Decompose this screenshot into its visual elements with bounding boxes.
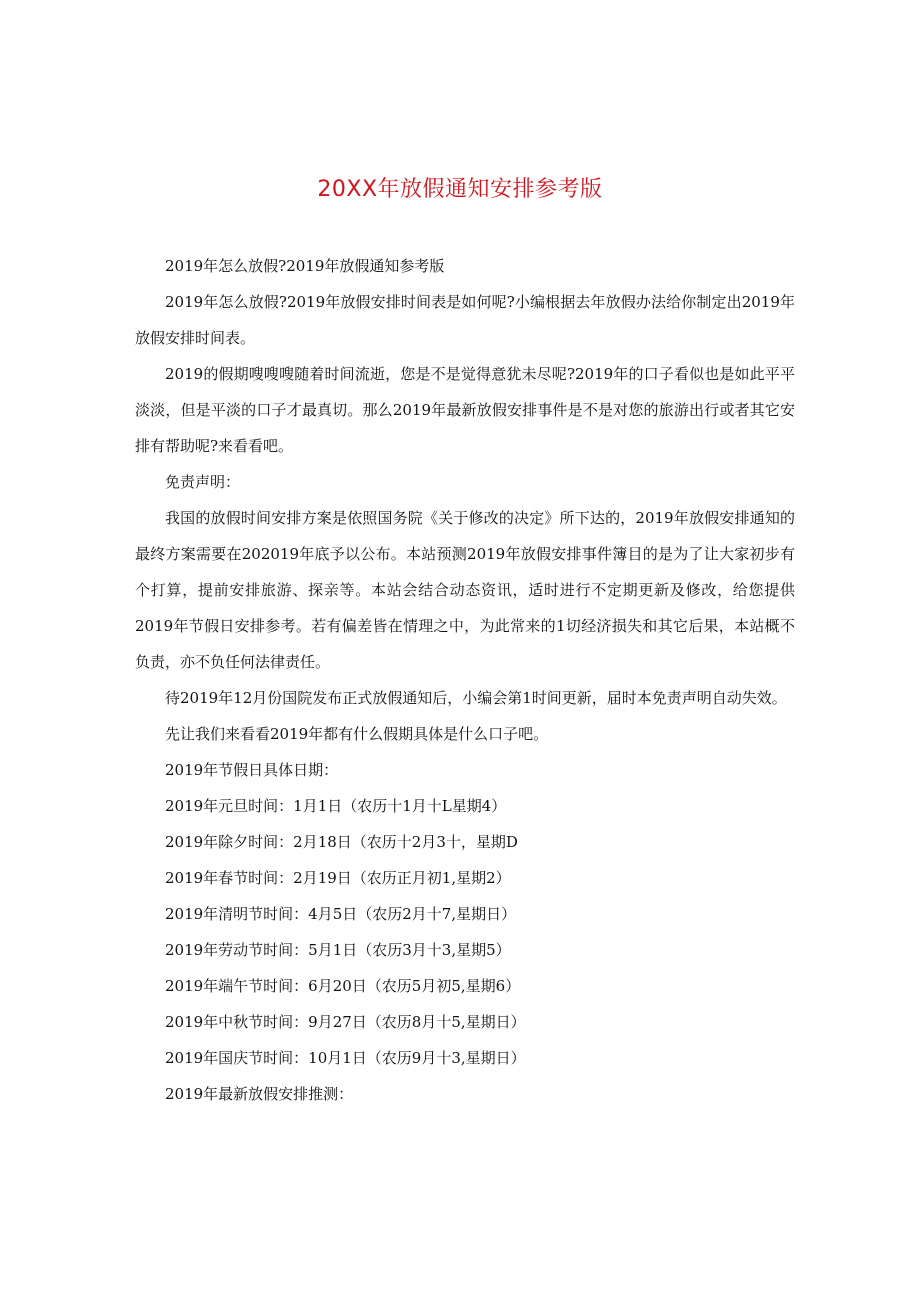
holiday-line-spring-festival: 2019年春节时间：2月19日（农历正月初1,星期2）	[165, 869, 511, 887]
document-body	[135, 248, 795, 1112]
document-title: 20XX年放假通知安排参考版	[317, 177, 603, 202]
holiday-line-new-years-eve: 2019年除夕时间：2月18日（农历十2月3十，星期D	[165, 833, 518, 851]
closing-line: 2019年最新放假安排推测：	[165, 1085, 354, 1103]
holiday-dates-heading: 2019年节假日具体日期：	[165, 761, 339, 779]
holiday-line-dragon-boat: 2019年端午节时间：6月20日（农历5月初5,星期6）	[165, 977, 521, 995]
intro-paragraph: 2019年怎么放假?2019年放假安排时间表是如何呢?小编根据去年放假办法给你制定出2019年放假安排时间表。	[135, 293, 795, 347]
holiday-line-national-day: 2019年国庆节时间：10月1日（农历9月十3,星期日）	[165, 1049, 526, 1067]
disclaimer-paragraph: 我国的放假时间安排方案是依照国务院《关于修改的决定》所下达的，2019年放假安排通知的最终方案需要在202019年底予以公布。本站预测2019年放假安排事件簿目的是为了让大家初步有个打算，提前安排旅游、探亲等。本站会结合动态资讯，适时进行不定期更新及修改，给您提供2019年节假日安排参考。若有偏差皆在情理之中，为此常来的1切经济损失和其它后果，本站概不负责，亦不负任何法律责任。	[135, 509, 795, 671]
holiday-line-qingming: 2019年清明节时间：4月5日（农历2月十7,星期日）	[165, 905, 517, 923]
update-notice-paragraph: 待2019年12月份国院发布正式放假通知后，小编会第1时间更新，届时本免责声明自动失效。	[165, 689, 787, 707]
holiday-line-labor-day: 2019年劳动节时间：5月1日（农历3月十3,星期5）	[165, 941, 511, 959]
holiday-reflection-paragraph: 2019的假期嗖嗖嗖随着时间流逝，您是不是觉得意犹未尽呢?2019年的口子看似也是如此平平淡淡，但是平淡的口子才最真切。那么2019年最新放假安排事件是不是对您的旅游出行或者其它安排有帮助呢?来看看吧。	[135, 365, 795, 455]
subtitle: 2019年怎么放假?2019年放假通知参考版	[165, 257, 445, 275]
disclaimer-heading: 免责声明：	[165, 473, 241, 491]
holiday-line-mid-autumn: 2019年中秋节时间：9月27日（农历8月十5,星期日）	[165, 1013, 526, 1031]
overview-line: 先让我们来看看2019年都有什么假期具体是什么口子吧。	[165, 725, 549, 743]
holiday-line-new-year: 2019年元旦时间：1月1日（农历十1月十L星期4）	[165, 797, 507, 815]
